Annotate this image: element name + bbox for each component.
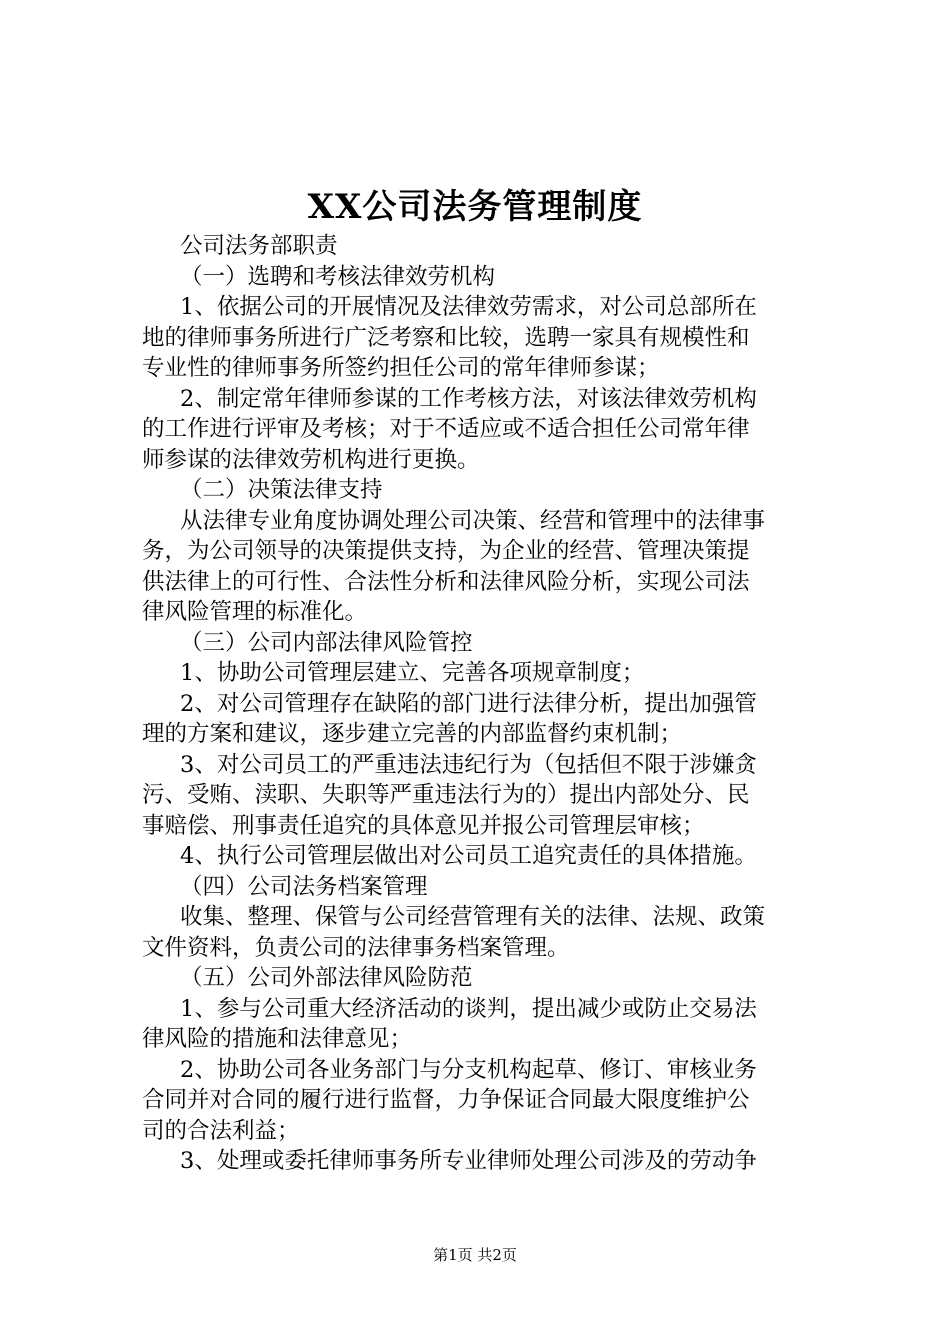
- text-line: 污、受贿、渎职、失职等严重违法行为的）提出内部处分、民: [142, 782, 750, 808]
- text-line: 2、协助公司各业务部门与分支机构起草、修订、审核业务: [180, 1056, 757, 1083]
- text-line: 收集、整理、保管与公司经营管理有关的法律、法规、政策: [180, 904, 766, 930]
- text-line: 合同并对合同的履行进行监督，力争保证合同最大限度维护公: [142, 1087, 750, 1113]
- text-line: 1、协助公司管理层建立、完善各项规章制度；: [180, 660, 645, 686]
- text-line: 供法律上的可行性、合法性分析和法律风险分析，实现公司法: [142, 568, 750, 595]
- text-line: 司的合法利益；: [142, 1117, 300, 1144]
- text-line: 理的方案和建议，逐步建立完善的内部监督约束机制；: [142, 721, 683, 747]
- text-line: 文件资料，负责公司的法律事务档案管理。: [142, 934, 570, 961]
- text-line: （三）公司内部法律风险管控: [180, 629, 473, 656]
- page-title: XX公司法务管理制度: [307, 187, 643, 227]
- text-line: 3、处理或委托律师事务所专业律师处理公司涉及的劳动争: [180, 1148, 757, 1174]
- page-footer: 第1页 共2页: [433, 1246, 517, 1264]
- text-line: 3、对公司员工的严重违法违纪行为（包括但不限于涉嫌贪: [180, 751, 757, 778]
- text-line: 律风险的措施和法律意见；: [142, 1026, 413, 1052]
- document-body: [142, 231, 832, 1177]
- text-line: 事赔偿、刑事责任追究的具体意见并报公司管理层审核；: [142, 812, 705, 839]
- text-line: （一）选聘和考核法律效劳机构: [180, 263, 496, 290]
- text-line: （二）决策法律支持: [180, 477, 383, 503]
- text-line: 务，为公司领导的决策提供支持，为企业的经营、管理决策提: [142, 538, 750, 564]
- text-line: 从法律专业角度协调处理公司决策、经营和管理中的法律事: [180, 507, 766, 534]
- text-line: 1、依据公司的开展情况及法律效劳需求，对公司总部所在: [180, 294, 757, 320]
- text-line: 公司法务部职责: [180, 233, 338, 259]
- text-line: 2、制定常年律师参谋的工作考核方法，对该法律效劳机构: [180, 385, 757, 412]
- text-line: 4、执行公司管理层做出对公司员工追究责任的具体措施。: [180, 843, 757, 869]
- text-line: 地的律师事务所进行广泛考察和比较，选聘一家具有规模性和: [142, 324, 750, 351]
- text-line: 2、对公司管理存在缺陷的部门进行法律分析，提出加强管: [180, 690, 757, 717]
- text-line: （四）公司法务档案管理: [180, 873, 428, 900]
- text-line: 师参谋的法律效劳机构进行更换。: [142, 446, 480, 473]
- text-line: （五）公司外部法律风险防范: [180, 965, 473, 991]
- text-line: 的工作进行评审及考核；对于不适应或不适合担任公司常年律: [142, 416, 750, 442]
- text-line: 1、参与公司重大经济活动的谈判，提出减少或防止交易法: [180, 995, 757, 1022]
- text-line: 律风险管理的标准化。: [142, 599, 368, 625]
- text-line: 专业性的律师事务所签约担任公司的常年律师参谋；: [142, 355, 660, 381]
